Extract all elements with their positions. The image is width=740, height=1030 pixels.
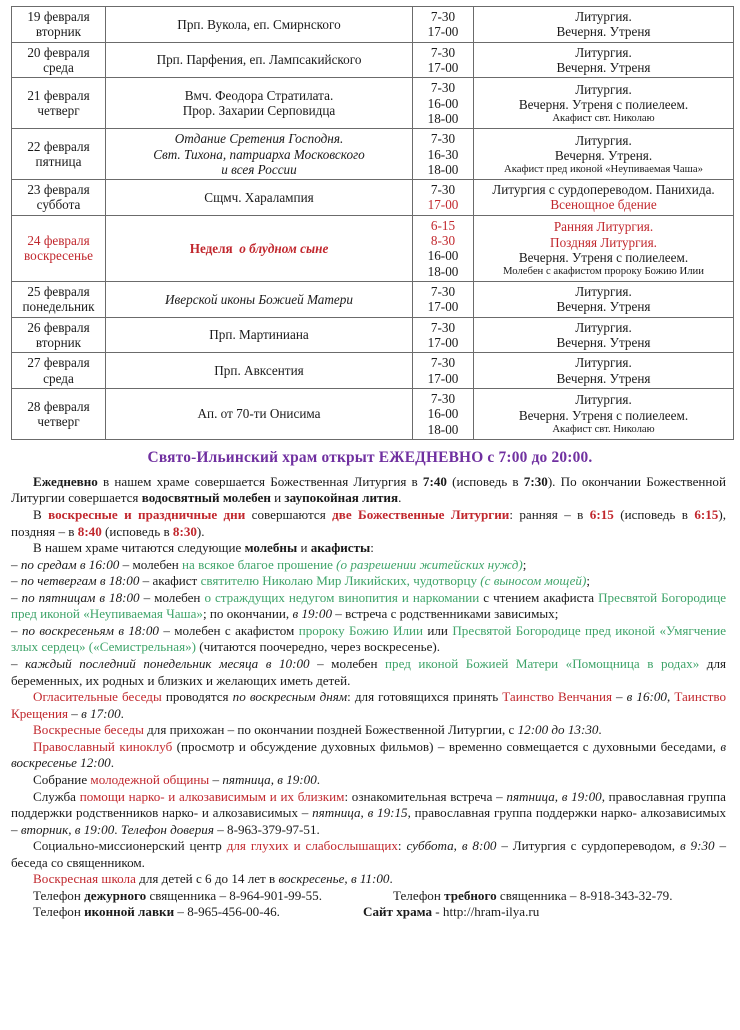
feast-subtitle: о блудном сыне [239,240,329,256]
daily-p4: и [270,490,285,506]
cell-times [413,317,474,353]
cell-feast [106,78,413,129]
sun-time-early: 6:15 [589,506,614,522]
duty-bold: дежурного [84,887,147,903]
thu-green: святителю Николаю Мир Ликийских, чудотворцу [200,573,478,589]
ad-hotline-number: – 8-963-379-97-51. [213,821,320,837]
date-day: 21 февраля [27,87,90,103]
cell-services [474,215,734,281]
time-line-highlight: 17-00 [427,197,459,213]
sun-a: В [33,506,49,522]
service-line: Литургия. [575,81,632,97]
time-line: 18-00 [427,110,459,126]
fri-c: ; по окончании, [202,606,293,622]
wed-when: по средам в 16:00 [20,556,120,572]
feast-line: и всея России [221,161,297,177]
date-weekday: четверг [37,103,80,119]
time-line: 17-00 [427,334,459,350]
wed-green: на всякое благое прошение [182,556,333,572]
thu-tail: ; [586,573,590,589]
cell-services [474,42,734,78]
time-line: 7-30 [430,131,456,147]
cat-f: . [120,705,124,721]
time-line: 17-00 [427,299,459,315]
cell-times [413,78,474,129]
date-day: 19 февраля [27,9,90,24]
shop-post: – 8-965-456-00-46. [174,904,280,920]
cell-services [474,129,734,180]
sm-c: (читаются поочередно, через воскресенье). [196,639,441,655]
table-row [12,180,734,216]
thu-when: по четвергам в 18:00 [20,573,140,589]
table-row [12,388,734,439]
cell-feast [106,42,413,78]
cell-services [474,317,734,353]
wed-dash: – [11,556,21,572]
st-italic: 12:00 до 13:30 [517,722,599,738]
daily-bold-1: водосвятный молебен [141,490,271,506]
shop-bold: иконной лавки [84,904,175,920]
ad-b: : ознакомительная встреча – [344,788,507,804]
paragraph-moleben-intro [11,540,726,557]
paragraph-youth-community [11,772,726,789]
ss-red: Воскресная школа [33,871,136,887]
service-line: Вечерня. Утреня с полиелеем. [518,97,689,113]
fri-b: с чтением акафиста [479,589,599,605]
sun-b: совершаются [245,506,333,522]
cell-date [12,388,106,439]
time-line: 16-30 [427,146,459,162]
cell-times [413,353,474,389]
sun-confess-early: 6:15 [694,506,719,522]
phone-duty-priest [11,888,371,905]
sun-d: (исповедь в [613,506,695,522]
cell-times [413,282,474,318]
service-line-akathist: Акафист свт. Николаю [552,112,655,125]
service-line: Вечерня. Утреня [556,24,651,40]
daily-p3: ). По окончании Божественной Литургии совершается [11,473,726,506]
cell-feast [106,317,413,353]
mi-b: и [297,540,311,556]
mon-a: – молебен [309,656,386,671]
feast-title: Неделя [189,240,233,256]
sun-confess-late: 8:30 [172,523,197,539]
df-red: для глухих и слабослышащих [226,838,398,854]
mon-green: пред иконой Божией Матери «Помощница в родах» [385,656,700,671]
information-section [11,474,726,921]
fri-green-1: о страждущих недугом винопития и наркомании [204,589,480,605]
date-day: 23 февраля [27,182,90,198]
paragraph-sunday-liturgy [11,507,726,540]
date-day: 22 февраля [27,138,90,154]
phone-icon-shop [11,904,341,921]
service-line: Вечерня. Утреня [556,370,651,386]
paragraph-catechism [11,689,726,722]
table-row [12,317,734,353]
cell-times [413,180,474,216]
feast-line: Свт. Тихона, патриарха Московского [153,146,365,162]
paragraph-sunday-school [11,871,726,888]
duty-pre: Телефон [33,887,85,903]
cell-times [413,129,474,180]
service-line: Литургия. [575,9,632,24]
cell-services [474,78,734,129]
df-italic-2: в 9:30 [679,838,715,854]
df-italic-1: суббота, в 8:00 [406,838,497,854]
cell-times [413,7,474,43]
fri-when: по пятницам в 18:00 [21,589,140,605]
ad-a: Служба [33,788,80,804]
sm-when: по воскресеньям в 18:00 [21,622,159,638]
st-a: для прихожан – по окончании поздней Божественной Литургии, с [143,722,518,738]
mon-when: каждый последний понедельник месяца в 10:00 [25,656,310,671]
mon-b: для беременных, их родных и близких и желающих иметь детей. [11,656,727,688]
feast-line: Иверской иконы Божией Матери [165,291,353,307]
cat-red-1: Огласительные беседы [33,689,162,705]
feast-line: Прп. Мартиниана [209,327,309,343]
date-weekday: суббота [36,197,81,213]
cell-date [12,215,106,281]
fri-green-2: Пресвятой Богородице пред иконой «Неупиваемая Чаша» [11,589,727,622]
list-item-friday [11,590,726,623]
time-line: 7-30 [430,9,456,24]
sun-red-1: воскресные и праздничные дни [48,506,246,522]
cat-e: – [68,705,82,721]
time-line: 7-30 [430,390,456,406]
table-row [12,129,734,180]
cat-red-3: Таинство Крещения [11,689,726,721]
paragraph-sunday-talks [11,722,726,739]
cell-date [12,42,106,78]
list-item-sunday-moleben [11,623,726,656]
daily-p2: (исповедь в [446,473,524,489]
time-line: 7-30 [430,44,456,60]
cell-feast [106,353,413,389]
table-row [12,282,734,318]
date-weekday: среда [43,370,74,386]
time-line-highlight: 6-15 [430,217,456,233]
date-weekday: вторник [35,334,82,350]
time-line: 7-30 [430,284,456,299]
cat-italic-1: по воскресным дням [232,689,348,705]
cell-feast [106,388,413,439]
table-row-sunday [12,215,734,281]
time-line: 16-00 [427,406,459,422]
time-line: 7-30 [430,182,456,198]
df-b: : [397,838,407,854]
list-item-thursday [11,573,726,590]
ad-d: , православная группа поддержки нарко- алкозависимых – [11,805,727,837]
service-line: Литургия. [575,319,632,335]
cc-italic: в воскресенье 12:00 [11,738,726,771]
paragraph-cineclub [11,739,726,772]
mi-bold-2: акафисты [310,540,371,556]
sun-red-2: две Божественные Литургии [332,506,510,522]
date-weekday: понедельник [22,299,95,315]
mi-a: В нашем храме читаются следующие [33,540,245,556]
cat-c: – [611,689,627,705]
paragraph-deaf-center [11,838,726,871]
cc-a: (просмотр и обсуждение духовных фильмов) – временно совмещается с духовными беседами, [172,738,721,754]
schedule-body [12,7,734,440]
ad-red: помощи нарко- и алкозависимым и их близким [79,788,345,804]
date-day: 26 февраля [27,319,90,335]
sm-b: или [423,622,453,638]
service-line-akathist: Акафист пред иконой «Неупиваемая Чаша» [504,163,703,176]
cat-a: проводятся [161,689,233,705]
cell-services [474,282,734,318]
wed-mid: – молебен [119,556,183,572]
ad-italic-2: пятница, в 19:15 [312,805,408,821]
table-row [12,7,734,43]
sun-f: (исповедь в [101,523,173,539]
cell-times [413,215,474,281]
yc-b: – [209,771,223,787]
service-line: Вечерня. Утреня [556,59,651,75]
cell-date [12,317,106,353]
cell-feast [106,215,413,281]
service-line: Вечерня. Утреня с полиелеем. [518,407,689,423]
service-line: Вечерня. Утреня с полиелеем. [518,249,689,265]
time-line: 7-30 [430,319,456,335]
feast-line: Прп. Авксентия [214,362,304,378]
time-line: 16-00 [427,95,459,111]
cell-feast [106,7,413,43]
time-line: 18-00 [427,263,459,279]
service-line-highlight: Поздняя Литургия. [550,234,657,250]
service-line-akathist: Акафист свт. Николаю [552,422,655,435]
service-line: Литургия. [575,132,632,148]
service-line: Вечерня. Утреня [556,299,651,315]
ad-c: , православная группа поддержки родственников нарко- и алкозависимых – [11,788,726,821]
cell-services [474,7,734,43]
service-line: Литургия. [575,44,632,60]
date-day: 24 февраля [27,233,90,249]
cell-date [12,180,106,216]
phone-treb-priest [371,888,672,905]
mi-c: : [370,540,374,556]
date-weekday: среда [43,59,74,75]
treb-bold: требного [444,887,497,903]
date-day: 25 февраля [27,284,90,299]
cat-b: : для готовящихся принять [347,689,503,705]
wed-tail: ; [522,556,527,572]
paragraph-phones-row-2 [11,904,726,921]
yc-a: Собрание [33,771,91,787]
yc-italic: пятница, в 19:00 [222,771,317,787]
service-schedule-table [11,6,734,440]
st-b: . [598,722,602,738]
thu-dash: – [11,573,21,589]
service-line: Литургия. [575,355,632,371]
feast-line: Сщмч. Харалампия [204,189,314,205]
site-label: Сайт храма [363,904,433,920]
site-url: - http://hram-ilya.ru [432,904,540,920]
fri-dash: – [11,589,22,605]
cell-services [474,388,734,439]
church-schedule-page [0,6,740,1030]
time-line: 17-00 [427,59,459,75]
date-weekday: вторник [35,24,82,40]
cell-feast [106,180,413,216]
cell-services [474,180,734,216]
service-line: Вечерня. Утреня [556,334,651,350]
ad-italic-3: вторник, в 19:00 [20,821,115,837]
cc-b: . [110,755,114,771]
cell-times [413,388,474,439]
duty-post: священника – 8-964-901-99-55. [146,887,323,903]
daily-time-1: 7:40 [422,473,447,489]
list-item-wednesday [11,557,726,574]
service-line-akathist: Молебен с акафистом пророку Божию Илии [503,265,704,278]
time-line: 16-00 [427,248,459,264]
time-line: 18-00 [427,421,459,437]
fri-a: – молебен [139,589,205,605]
cell-date [12,282,106,318]
df-d: – беседа со священником. [11,838,726,870]
sun-e: ), поздняя – в [11,506,726,539]
ad-italic-1: пятница, в 19:00 [506,788,602,804]
cell-times [413,42,474,78]
time-line-highlight: 8-30 [430,233,456,249]
date-weekday: четверг [37,413,80,429]
date-day: 27 февраля [27,355,90,371]
daily-lead: Ежедневно [33,473,98,489]
feast-line: Прор. Захарии Серповидца [182,103,336,119]
feast-line: Прп. Парфения, еп. Лампсакийского [156,52,362,68]
cat-italic-2: в 16:00 [626,689,667,705]
sun-time-late: 8:40 [77,523,102,539]
cell-feast [106,282,413,318]
sm-dash: – [11,622,22,638]
cat-d: , [666,689,675,705]
cc-red: Православный киноклуб [33,738,173,754]
mon-dash: – [11,656,26,671]
sm-green-1: пророку Божию Илии [298,622,423,638]
thu-mid: – акафист [139,573,201,589]
daily-bold-2: заупокойная лития [284,490,399,506]
cat-italic-3: в 17:00 [81,705,121,721]
ss-italic: воскресенье, в 11:00 [278,871,390,887]
cell-date [12,353,106,389]
time-line: 7-30 [430,355,456,371]
time-line: 17-00 [427,24,459,40]
ss-a: для детей с 6 до 14 лет в [135,871,279,887]
yc-red: молодежной общины [90,771,210,787]
fri-italic: в 19:00 [292,606,332,622]
st-red: Воскресные беседы [33,722,144,738]
cell-date [12,129,106,180]
service-line-highlight: Ранняя Литургия. [553,219,654,235]
opening-hours-banner: Свято-Ильинский храм открыт ЕЖЕДНЕВНО с 7:00 до 20:00. [147,448,593,466]
feast-line: Отдание Сретения Господня. [174,131,344,147]
date-day: 20 февраля [27,44,90,60]
cat-red-2: Таинство Венчания [502,689,612,705]
feast-line: Ап. от 70-ти Онисима [197,406,321,422]
ss-b: . [389,871,393,887]
df-a: Социально-миссионерский центр [33,838,227,854]
sun-c: : ранняя – в [509,506,590,522]
table-row [12,353,734,389]
yc-c: . [316,771,321,787]
service-line: Литургия. [575,284,632,299]
time-line: 7-30 [430,80,456,96]
service-line: Литургия с сурдопереводом. Панихида. [492,182,715,198]
sm-a: – молебен с акафистом [158,622,299,638]
cell-date [12,7,106,43]
date-day: 28 февраля [27,398,90,414]
treb-pre: Телефон [393,887,445,903]
church-website[interactable] [341,904,539,921]
cell-feast [106,129,413,180]
table-row [12,42,734,78]
fri-d: – встреча с родственниками зависимых; [332,606,559,622]
list-item-monthly-moleben [11,656,726,689]
shop-pre: Телефон [33,904,85,920]
df-c: – Литургия с сурдопереводом, [496,838,680,854]
cell-date [12,78,106,129]
daily-p1: в нашем храме совершается Божественная Литургия в [97,473,423,489]
sun-g: ). [196,523,205,539]
daily-time-2: 7:30 [523,473,548,489]
date-weekday: воскресенье [24,248,93,264]
table-row [12,78,734,129]
sm-green-2: Пресвятой Богородице пред иконой «Умягчение злых сердец» («Семистрельная») [11,622,727,655]
ad-hotline-label: Телефон доверия [120,821,214,837]
feast-line: Вмч. Феодора Стратилата. [184,87,334,103]
time-line: 18-00 [427,161,459,177]
cell-services [474,353,734,389]
paragraph-addiction-service [11,789,726,839]
paragraph-daily-liturgy [11,474,726,507]
paragraph-phones-row-1 [11,888,726,905]
mi-bold-1: молебны [244,540,298,556]
time-line: 17-00 [427,370,459,386]
wed-green-italic: (о разрешении житейских нужд) [332,556,523,572]
service-line-highlight: Всенощное бдение [550,197,657,213]
feast-line: Прп. Вукола, еп. Смирнского [177,16,341,32]
service-line: Вечерня. Утреня. [554,147,653,163]
treb-post: священника – 8-918-343-32-79. [496,887,673,903]
ad-e: . [114,821,121,837]
service-line: Литургия. [575,392,632,408]
date-weekday: пятница [35,154,82,170]
thu-green-italic: (с выносом мощей) [477,573,587,589]
daily-p5: . [398,490,402,506]
